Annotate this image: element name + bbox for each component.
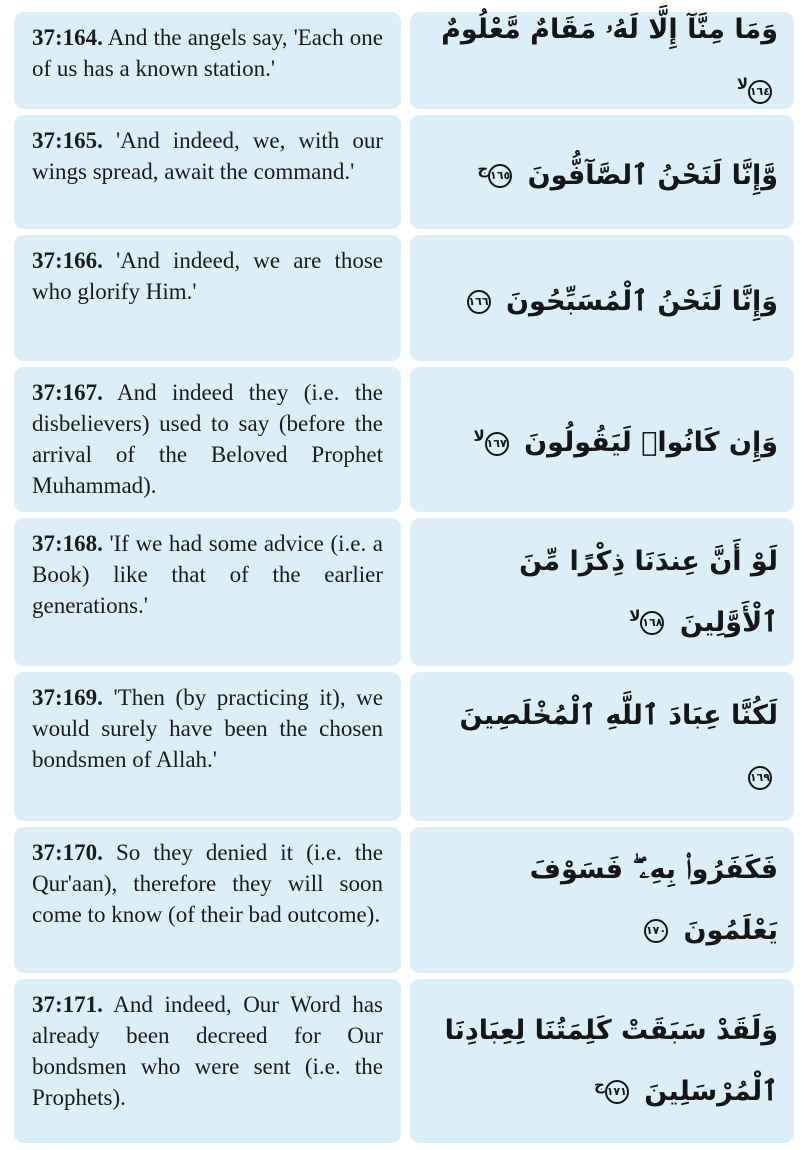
arabic-cell — [410, 367, 794, 512]
verse-translation: 'And indeed, we are those who glorify Him.' — [32, 248, 383, 304]
verse-translation: And the angels say, 'Each one of us has a known station.' — [32, 25, 384, 81]
ayah-number-marker: ١٦٤ — [748, 80, 772, 104]
verse-row — [14, 518, 794, 666]
verse-reference: 37:165. — [32, 128, 103, 153]
stop-mark: لا — [629, 606, 641, 625]
arabic-verse: فَكَفَرُوا۟ بِهِۦ ۖ فَسَوْفَ يَعْلَمُونَ — [529, 853, 778, 946]
translation-cell — [14, 367, 401, 512]
arabic-cell — [410, 518, 794, 666]
arabic-cell — [410, 115, 794, 229]
stop-mark: ج — [594, 1075, 605, 1094]
translation-cell — [14, 672, 401, 821]
verse-row — [14, 12, 794, 109]
verse-row — [14, 672, 794, 821]
arabic-verse: وَّإِنَّا لَنَحْنُ ٱلصَّآفُّونَ — [527, 159, 778, 191]
verse-reference: 37:164. — [32, 25, 103, 50]
verse-reference: 37:168. — [32, 531, 103, 556]
arabic-verse: وَإِن كَانُوا۟ لَيَقُولُونَ — [524, 427, 778, 458]
ayah-number-marker: ١٦٥ — [488, 164, 512, 188]
ayah-number-marker: ١٧٠ — [644, 919, 668, 943]
ayah-number-marker: ١٦٨ — [640, 611, 664, 635]
verse-reference: 37:167. — [32, 380, 103, 405]
translation-cell — [14, 518, 401, 666]
verse-reference: 37:171. — [32, 992, 103, 1017]
arabic-cell — [410, 979, 794, 1143]
verse-translation: So they denied it (i.e. the Qur'aan), therefore they will soon come to know (of their bad outcome). — [32, 840, 383, 927]
verse-reference: 37:170. — [32, 840, 103, 865]
ayah-number-marker: ١٦٧ — [485, 432, 509, 456]
stop-mark: لا — [736, 75, 748, 93]
arabic-verse: وَمَا مِنَّآ إِلَّا لَهُۥ مَقَامٌ مَّعْلُومٌ — [441, 14, 778, 45]
verse-row — [14, 115, 794, 229]
verse-translation: And indeed they (i.e. the disbelievers) used to say (before the arrival of the Beloved Prophet Muhammad). — [32, 380, 383, 498]
translation-cell — [14, 12, 401, 109]
verse-translation: And indeed, Our Word has already been decreed for Our bondsmen who were sent (i.e. the Prophets). — [32, 992, 383, 1110]
verse-row — [14, 367, 794, 512]
ayah-number-marker: ١٧١ — [605, 1080, 629, 1104]
stop-mark: ج — [477, 159, 489, 178]
stop-mark: لا — [473, 427, 485, 445]
arabic-verse: وَإِنَّا لَنَحْنُ ٱلْمُسَبِّحُونَ — [505, 285, 778, 317]
verse-reference: 37:169. — [32, 685, 103, 710]
arabic-cell — [410, 827, 794, 973]
arabic-cell — [410, 235, 794, 361]
translation-cell — [14, 827, 401, 973]
arabic-verse: وَلَقَدْ سَبَقَتْ كَلِمَتُنَا لِعِبَادِنَا ٱلْمُرْسَلِينَ — [444, 1014, 778, 1107]
translation-cell — [14, 979, 401, 1143]
verse-translation: 'If we had some advice (i.e. a Book) like that of the earlier generations.' — [32, 531, 383, 618]
arabic-cell — [410, 672, 794, 821]
arabic-verse: لَوْ أَنَّ عِندَنَا ذِكْرًا مِّنَ ٱلْأَوَّلِينَ — [519, 545, 778, 638]
verse-row — [14, 827, 794, 973]
ayah-number-marker: ١٦٦ — [467, 290, 491, 314]
translation-cell — [14, 115, 401, 229]
verse-translation: 'Then (by practicing it), we would surely have been the chosen bondsmen of Allah.' — [32, 685, 383, 772]
verse-translation: 'And indeed, we, with our wings spread, await the command.' — [32, 128, 383, 184]
translation-cell — [14, 235, 401, 361]
arabic-cell — [410, 12, 794, 109]
verse-reference: 37:166. — [32, 248, 103, 273]
verse-row — [14, 235, 794, 361]
verse-row — [14, 979, 794, 1143]
ayah-number-marker: ١٦٩ — [748, 766, 772, 790]
arabic-verse: لَكُنَّا عِبَادَ ٱللَّهِ ٱلْمُخْلَصِينَ — [459, 700, 778, 731]
